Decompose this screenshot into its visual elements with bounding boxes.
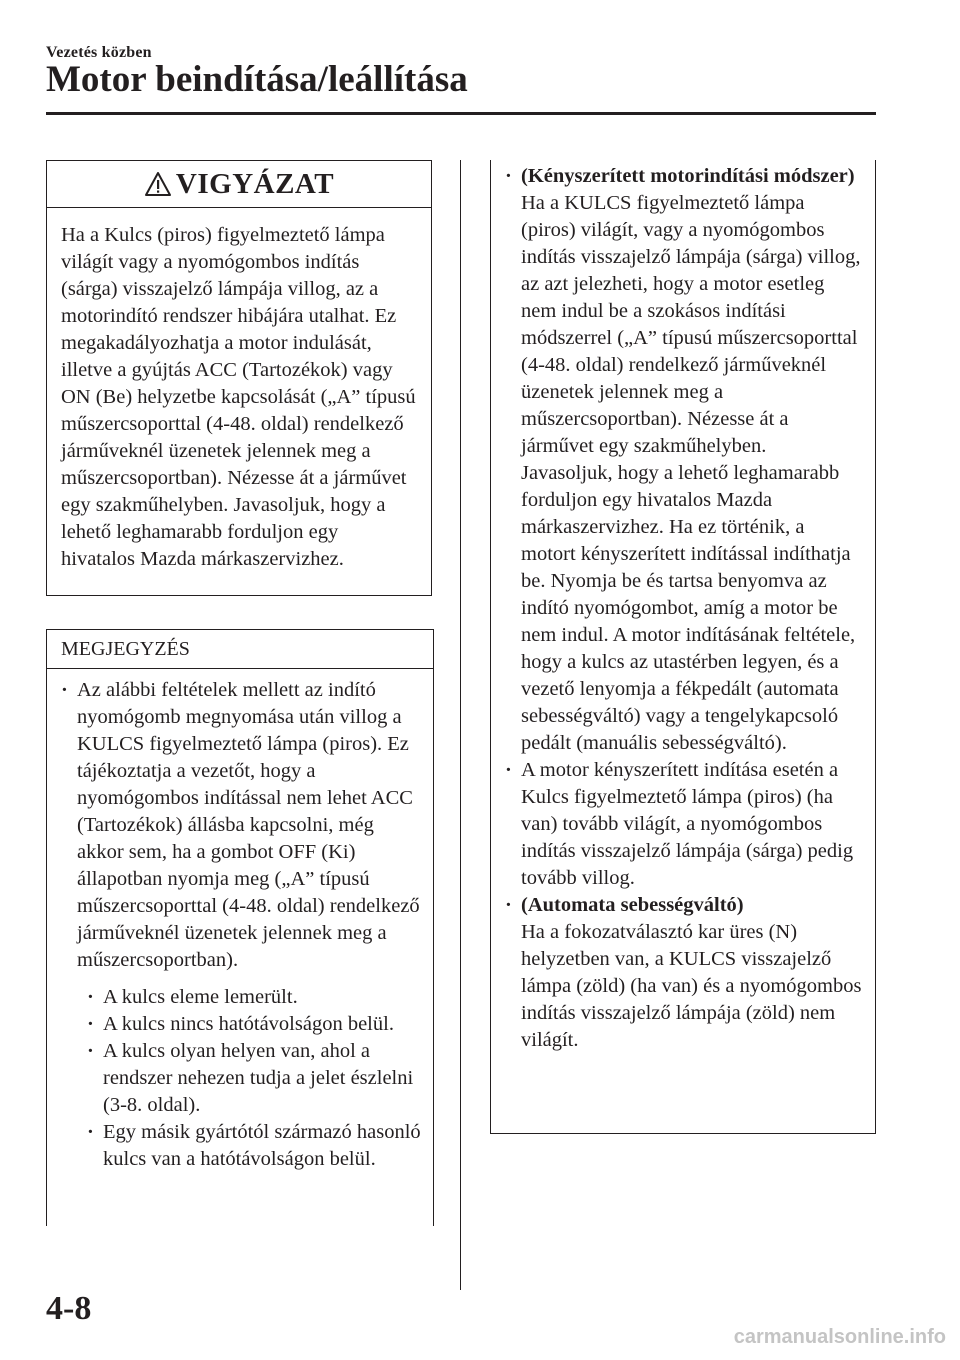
- warning-triangle-icon: [144, 171, 172, 197]
- title-rule: [46, 112, 876, 115]
- forced-start-text: Ha a KULCS figyelmeztető lámpa (piros) világít, vagy a nyomógombos indítás visszajelző lámpája (sárga) villog, az azt jelezheti, hogy a motor esetleg nem indul be a szokásos indítási módszerrel („A” típusú műszercsoporttal (4-48. oldal) rendelkező járműveknél üzenetek jelennek meg a műszercsoportban). Nézesse át a járművet egy szakműhelyben. Javasoljuk, hogy a lehető leghamarabb forduljon egy hivatalos Mazda márkaszervizhez. Ha ez történik, a motort kényszerített indítással indíthatja be. Nyomja be és tartsa benyomva az indító nyomógombot, amíg a motor be nem indul. A motor indításának feltétele, hogy a kulcs az utastérben legyen, és a vezető lenyomja a fékpedált (automata sebességváltó) vagy a tengelykapcsoló pedált (manuális sebességváltó).: [521, 192, 861, 754]
- page-title: Motor beindítása/leállítása: [46, 59, 468, 100]
- note-body: [47, 669, 433, 1173]
- list-item: · A kulcs olyan helyen van, ahol a rendszer nehezen tudja a jelet észlelni (3-8. oldal).: [87, 1038, 421, 1119]
- automatic-heading: · (Automata sebességváltó): [521, 894, 744, 916]
- note-intro: · Az alábbi feltételek mellett az indító nyomógomb megnyomása után villog a KULCS figyelmeztető lámpa (piros). Ez tájékoztatja a vezetőt, hogy a nyomógombos indítással nem lehet ACC (Tartozékok) állásba kapcsolni, még akkor sem, ha a gombot OFF (Ki) állapotban nyomja meg („A” típusú műszercsoporttal (4-48. oldal) rendelkező járműveknél üzenetek jelennek meg a műszercsoportban).: [61, 677, 421, 974]
- list-item: · Egy másik gyártótól származó hasonló kulcs van a hatótávolságon belül.: [87, 1119, 421, 1173]
- list-item: · A kulcs nincs hatótávolságon belül.: [87, 1011, 421, 1038]
- note-heading: MEGJEGYZÉS: [47, 630, 433, 669]
- column-divider: [460, 160, 461, 1290]
- page-number: 4-8: [46, 1290, 92, 1327]
- note-conditions-list: [61, 984, 421, 1173]
- section-label: Vezetés közben: [46, 44, 152, 61]
- watermark: carmanualsonline.info: [733, 1326, 946, 1348]
- caution-header: [47, 161, 431, 208]
- automatic-text: Ha a fokozatválasztó kar üres (N) helyzetben van, a KULCS visszajelző lámpa (zöld) (ha van) és a nyomógombos indítás visszajelző lámpája (zöld) nem világít.: [521, 921, 862, 1051]
- note-box: [46, 629, 434, 1226]
- caution-heading: VIGYÁZAT: [175, 167, 335, 200]
- automatic-item: [505, 892, 863, 1054]
- caution-box: [46, 160, 432, 596]
- caution-text: Ha a Kulcs (piros) figyelmeztető lámpa világít vagy a nyomógombos indítás (sárga) visszajelző lámpája villog, az a motorindító rendszer hibájára utalhat. Ez megakadályozhatja a motor indulását, illetve a gyújtás ACC (Tartozékok) vagy ON (Be) helyzetbe kapcsolását („A” típusú műszercsoporttal (4-48. oldal) rendelkező járműveknél üzenetek jelennek meg a műszercsoportban). Nézesse át a járművet egy szakműhelyben. Javasoljuk, hogy a lehető leghamarabb forduljon egy hivatalos Mazda márkaszervizhez.: [61, 224, 416, 570]
- right-column: [490, 160, 876, 1134]
- list-item: · A kulcs eleme lemerült.: [87, 984, 421, 1011]
- left-column: [46, 160, 432, 1226]
- forced-start-note: · A motor kényszerített indítása esetén a Kulcs figyelmeztető lámpa (piros) (ha van) tovább világít, a nyomógombos indítás visszajelző lámpája (sárga) pedig tovább villog.: [505, 757, 863, 892]
- right-note-box: [490, 160, 876, 1134]
- forced-start-item: [505, 163, 863, 757]
- forced-start-heading: · (Kényszerített motorindítási módszer): [521, 165, 855, 187]
